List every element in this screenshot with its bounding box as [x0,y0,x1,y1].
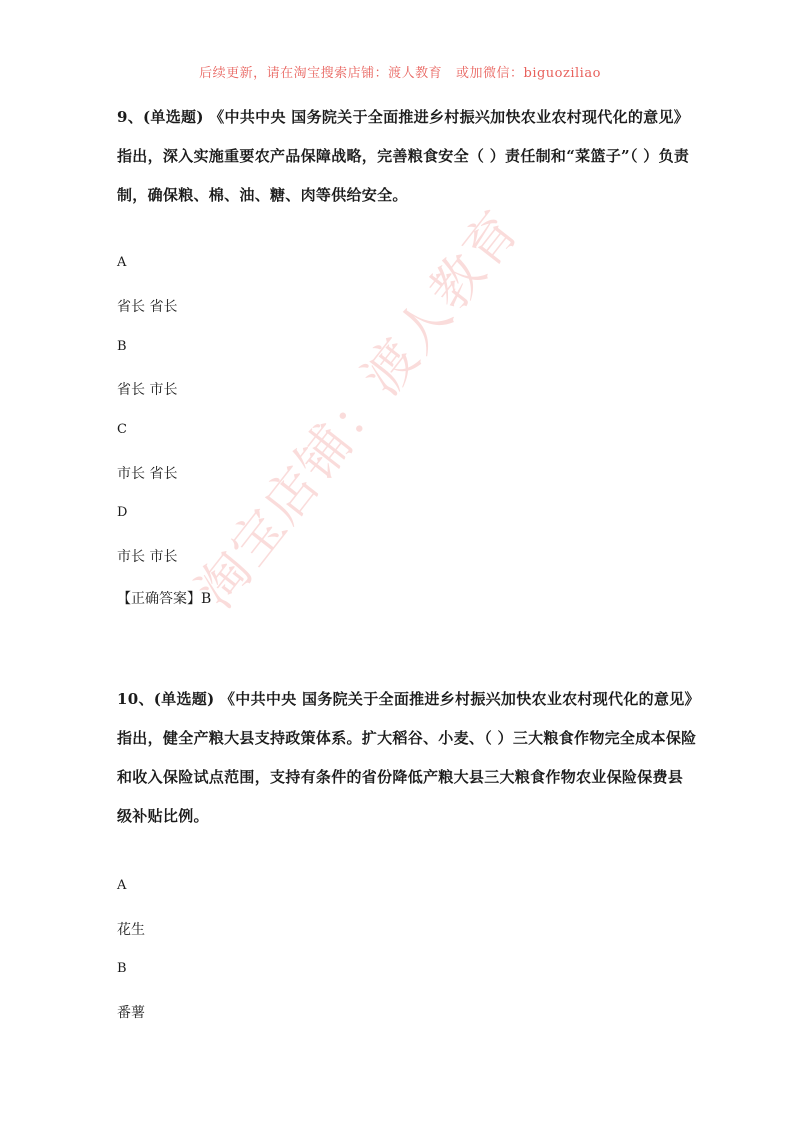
question-9-answer: 【正确答案】B [117,591,212,607]
question-9-option-b-letter: B [117,339,127,354]
question-9-option-c-letter: C [117,422,127,437]
question-9-option-d-text: 市长 市长 [117,549,178,565]
question-10-stem: 10、(单选题) 《中共中央 国务院关于全面推进乡村振兴加快农业农村现代化的意见》指出，健全产粮大县支持政策体系。扩大稻谷、小麦、（ ）三大粮食作物完全成本保险和收入保险试点范围，支持有条件的省份降低产粮大县三大粮食作物农业保险保费县级补贴比例。 [117,690,697,825]
question-9-option-a-text: 省长 省长 [117,299,178,315]
question-10-option-b-text: 番薯 [117,1005,145,1021]
question-9-option-c-text: 市长 省长 [117,466,178,482]
question-10-option-b-letter: B [117,961,127,976]
question-10-option-a-letter: A [117,878,127,893]
question-9-option-d-letter: D [117,505,128,520]
question-9-option-b-text: 省长 市长 [117,382,178,398]
watermark: 淘宝店铺：渡人教育 [185,199,533,620]
question-10-option-a-text: 花生 [117,922,145,938]
question-9-option-a-letter: A [117,255,127,270]
question-9-stem: 9、(单选题) 《中共中央 国务院关于全面推进乡村振兴加快农业农村现代化的意见》指出，深入实施重要农产品保障战略，完善粮食安全（ ）责任制和“菜篮子”（ ）负责制，确保粮、棉、油、糖、肉等供给安全。 [117,108,690,204]
header-note: 后续更新，请在淘宝搜索店铺：渡人教育 或加微信：biguoziliao [199,66,601,81]
